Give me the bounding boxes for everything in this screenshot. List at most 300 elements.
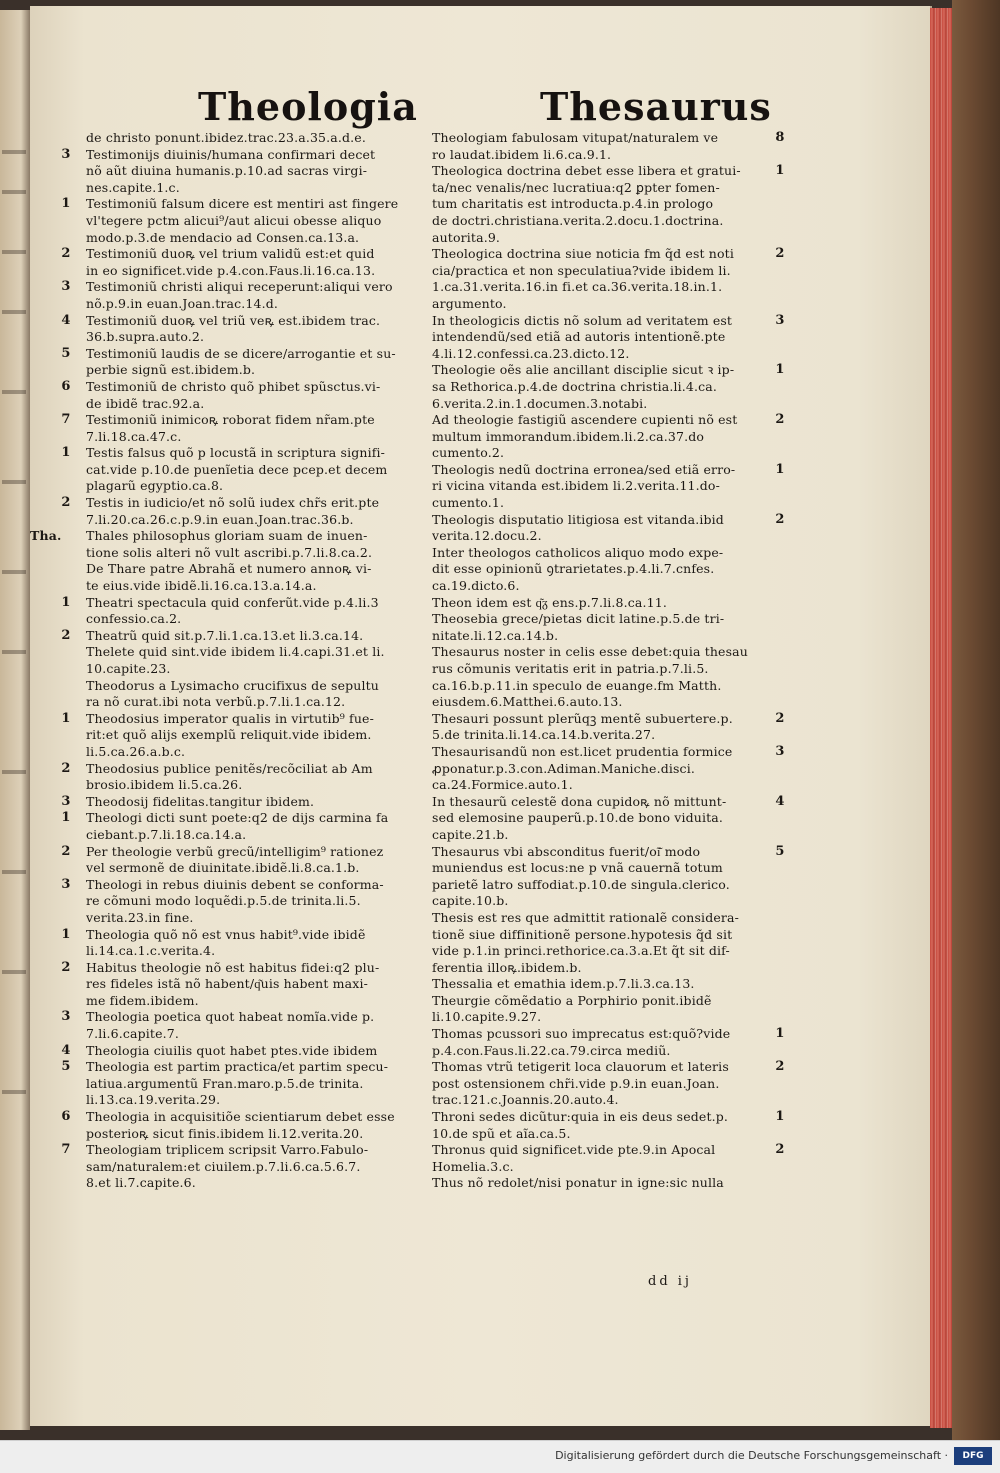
entry-text: ra nõ curat.ibi nota verbũ.p.7.li.1.ca.12. bbox=[86, 694, 346, 710]
index-line bbox=[61, 959, 422, 977]
entry-text: re cõmuni modo loquẽdi.p.5.de trinita.li.5. bbox=[86, 893, 361, 909]
index-line bbox=[432, 329, 772, 346]
entry-text: vl'tegere pctm alicui⁹/aut alicui obesse aliquo bbox=[86, 212, 382, 228]
index-line bbox=[432, 843, 785, 861]
entry-number: 5 bbox=[61, 345, 71, 361]
entry-text: 7.li.18.ca.47.c. bbox=[86, 428, 182, 444]
index-line bbox=[86, 263, 422, 280]
entry-text: li.5.ca.26.a.b.c. bbox=[86, 743, 186, 759]
index-line bbox=[61, 345, 422, 363]
entry-number: 1 bbox=[775, 362, 785, 378]
index-line bbox=[61, 710, 422, 728]
entry-text: cumento.1. bbox=[432, 495, 505, 511]
entry-number: 5 bbox=[775, 843, 785, 859]
index-line bbox=[61, 760, 422, 778]
index-line bbox=[86, 1159, 422, 1176]
index-line bbox=[432, 246, 785, 263]
entry-number: 7 bbox=[61, 412, 71, 428]
index-line bbox=[86, 1175, 422, 1192]
entry-number: 2 bbox=[775, 511, 785, 527]
index-line bbox=[432, 346, 772, 363]
entry-text: 5.de trinita.li.14.ca.14.b.verita.27. bbox=[432, 727, 656, 743]
entry-text: cat.vide p.10.de puenĩetia dece pcep.et decem bbox=[86, 461, 388, 477]
index-line bbox=[432, 1092, 772, 1109]
index-line bbox=[432, 1175, 772, 1192]
entry-text: Homelia.3.c. bbox=[432, 1158, 514, 1174]
entry-text: ro laudat.ibidem li.6.ca.9.1. bbox=[432, 146, 612, 162]
index-line bbox=[432, 196, 772, 213]
index-line bbox=[61, 378, 422, 396]
index-line bbox=[86, 661, 422, 678]
index-line bbox=[432, 1026, 785, 1043]
entry-text: sed elemosine pauperũ.p.10.de bono viduita. bbox=[432, 810, 724, 826]
index-line bbox=[432, 595, 772, 612]
index-line bbox=[86, 993, 422, 1010]
entry-text: ꝓponatur.p.3.con.Adiman.Maniche.disci. bbox=[432, 760, 695, 776]
entry-text: Testimoniũ de christo quõ phibet spũsctus.vi- bbox=[86, 378, 381, 394]
entry-text: perbie signũ est.ibidem.b. bbox=[86, 362, 256, 378]
entry-text: vide p.1.in princi.rethorice.ca.3.a.Et q̃t sit dif- bbox=[432, 943, 730, 959]
entry-text: li.14.ca.1.c.verita.4. bbox=[86, 943, 216, 959]
right-column bbox=[432, 130, 785, 1192]
index-line bbox=[86, 561, 422, 578]
index-line bbox=[86, 130, 422, 147]
index-line bbox=[432, 495, 772, 512]
index-line bbox=[61, 594, 422, 612]
entry-text: Theologia est partim practica/et partim specu- bbox=[86, 1059, 389, 1075]
entry-text: eiusdem.6.Matthei.6.auto.13. bbox=[432, 694, 623, 710]
index-line bbox=[432, 910, 772, 927]
entry-number: 1 bbox=[61, 926, 71, 942]
entry-text: Theodorus a Lysimacho crucifixus de sepultu bbox=[86, 677, 379, 693]
entry-number: 1 bbox=[61, 810, 71, 826]
entry-text: Thessalia et emathia idem.p.7.li.3.ca.13. bbox=[432, 976, 695, 992]
index-line bbox=[61, 1042, 422, 1060]
entry-text: brosio.ibidem li.5.ca.26. bbox=[86, 777, 243, 793]
index-line bbox=[432, 1142, 785, 1159]
entry-text: nõ aũt diuina humanis.p.10.ad sacras virgi- bbox=[86, 163, 368, 179]
entry-text: Thus nõ redolet/nisi ponatur in igne:sic nulla bbox=[432, 1175, 724, 1191]
index-line bbox=[432, 362, 785, 379]
entry-text: 7.li.6.capite.7. bbox=[86, 1026, 179, 1042]
entry-text: Theologica doctrina siue noticia fm q̃d est noti bbox=[432, 246, 735, 262]
entry-text: capite.10.b. bbox=[432, 893, 509, 909]
index-line bbox=[432, 644, 772, 661]
entry-number: 3 bbox=[61, 279, 71, 295]
index-line bbox=[432, 877, 772, 894]
index-line bbox=[432, 678, 772, 695]
entry-text: 8.et li.7.capite.6. bbox=[86, 1175, 196, 1191]
entry-text: 1.ca.31.verita.16.in fi.et ca.36.verita.18.in.1. bbox=[432, 279, 723, 295]
index-line bbox=[432, 312, 785, 330]
entry-text: Thesaurus noster in celis esse debet:quia thesau bbox=[432, 644, 748, 660]
entry-text: sam/naturalem:et ciuilem.p.7.li.6.ca.5.6.7. bbox=[86, 1158, 361, 1174]
entry-text: Testimoniũ duoꝶ vel trium validũ est:et quid bbox=[86, 246, 375, 262]
index-line bbox=[61, 926, 422, 944]
running-head-right: Thesaurus bbox=[540, 84, 772, 129]
index-line bbox=[86, 1126, 422, 1143]
entry-text: Thronus quid significet.vide pte.9.in Apocal bbox=[432, 1142, 716, 1158]
entry-number: 1 bbox=[775, 461, 785, 477]
entry-text: Testimoniũ laudis de se dicere/arrogantie et su- bbox=[86, 345, 396, 361]
entry-text: ciebant.p.7.li.18.ca.14.a. bbox=[86, 826, 247, 842]
index-line bbox=[432, 1109, 785, 1126]
entry-text: Testimoniũ falsum dicere est mentiri ast fingere bbox=[86, 196, 399, 212]
facing-page-edge bbox=[0, 10, 30, 1430]
entry-text: Theodosij fidelitas.tangitur ibidem. bbox=[86, 793, 315, 809]
index-line bbox=[61, 196, 422, 213]
entry-number: 2 bbox=[775, 1059, 785, 1075]
entry-text: ca.24.Formice.auto.1. bbox=[432, 777, 573, 793]
index-line bbox=[86, 1076, 422, 1093]
entry-number: 3 bbox=[775, 743, 785, 759]
index-line bbox=[432, 130, 785, 147]
index-line bbox=[86, 329, 422, 346]
entry-text: nõ.p.9.in euan.Joan.trac.14.d. bbox=[86, 295, 278, 311]
entry-number: 2 bbox=[61, 627, 71, 643]
entry-number: 6 bbox=[61, 378, 71, 394]
dfg-logo: DFG bbox=[954, 1447, 992, 1465]
index-line bbox=[30, 528, 422, 545]
entry-text: de ibidẽ trac.92.a. bbox=[86, 395, 205, 411]
entry-text: Theologica doctrina debet esse libera et gratui- bbox=[432, 163, 741, 179]
entry-text: In thesaurũ celestẽ dona cupidoꝶ nõ mittunt- bbox=[432, 793, 727, 809]
entry-text: Theologis nedũ doctrina erronea/sed etiã erro- bbox=[432, 461, 736, 477]
entry-text: Thomas vtrũ tetigerit loca clauorum et lateris bbox=[432, 1059, 729, 1075]
index-line bbox=[432, 429, 772, 446]
entry-text: latiua.argumentũ Fran.maro.p.5.de trinita. bbox=[86, 1075, 364, 1091]
entry-text: Thesis est res que admittit rationalẽ considera- bbox=[432, 909, 740, 925]
entry-number: 4 bbox=[61, 1042, 71, 1058]
index-line bbox=[86, 678, 422, 695]
index-line bbox=[432, 993, 772, 1010]
index-line bbox=[86, 545, 422, 562]
entry-number: 1 bbox=[775, 1026, 785, 1042]
index-line bbox=[432, 761, 772, 778]
index-line bbox=[86, 910, 422, 927]
entry-text: tione solis alteri nõ vult ascribi.p.7.li.8.ca.2. bbox=[86, 544, 373, 560]
entry-text: Theologia quõ nõ est vnus habit⁹.vide ibidẽ bbox=[86, 926, 366, 942]
entry-text: De Thare patre Abrahã et numero annoꝶ vi- bbox=[86, 561, 372, 577]
entry-number: 8 bbox=[775, 130, 785, 145]
entry-number: 7 bbox=[61, 1142, 71, 1158]
index-line bbox=[432, 694, 772, 711]
entry-text: tionẽ siue diffinitionẽ persone.hypotesis q̃d sit bbox=[432, 926, 733, 942]
entry-text: Per theologie verbũ grecũ/intelligim⁹ rationez bbox=[86, 843, 384, 859]
index-line bbox=[432, 213, 772, 230]
index-line bbox=[86, 860, 422, 877]
entry-text: tum charitatis est introducta.p.4.in prologo bbox=[432, 196, 714, 212]
index-line bbox=[86, 644, 422, 661]
entry-number: 1 bbox=[61, 445, 71, 461]
index-line bbox=[432, 827, 772, 844]
entry-number: 2 bbox=[775, 246, 785, 262]
entry-text: 6.verita.2.in.1.documen.3.notabi. bbox=[432, 395, 648, 411]
index-line bbox=[432, 1126, 772, 1143]
entry-text: Testimoniũ christi aliqui receperunt:aliqui vero bbox=[86, 279, 393, 295]
entry-number: 1 bbox=[775, 163, 785, 179]
index-line bbox=[432, 1043, 772, 1060]
entry-text: parietẽ latro suffodiat.p.10.de singula.clerico. bbox=[432, 876, 730, 892]
index-line bbox=[432, 1059, 785, 1076]
index-line bbox=[432, 743, 785, 761]
entry-number: 1 bbox=[61, 710, 71, 726]
entry-text: nes.capite.1.c. bbox=[86, 179, 180, 195]
entry-text: Ad theologie fastigiũ ascendere cupienti nõ est bbox=[432, 412, 738, 428]
index-line bbox=[61, 810, 422, 827]
index-line bbox=[86, 777, 422, 794]
entry-text: de christo ponunt.ibidez.trac.23.a.35.a.d.e. bbox=[86, 130, 366, 145]
index-line bbox=[432, 230, 772, 247]
index-line bbox=[432, 810, 772, 827]
entry-text: sa Rethorica.p.4.de doctrina christia.li.4.ca. bbox=[432, 378, 718, 394]
index-line bbox=[432, 412, 785, 429]
index-line bbox=[432, 296, 772, 313]
entry-number: 2 bbox=[775, 710, 785, 726]
index-line bbox=[432, 528, 772, 545]
index-line bbox=[61, 279, 422, 296]
index-line bbox=[432, 461, 785, 479]
index-line bbox=[432, 661, 772, 678]
index-line bbox=[432, 611, 772, 628]
red-page-edges bbox=[930, 8, 952, 1428]
entry-text: nitate.li.12.ca.14.b. bbox=[432, 627, 559, 643]
entry-text: modo.p.3.de mendacio ad Consen.ca.13.a. bbox=[86, 229, 360, 245]
left-column bbox=[30, 130, 422, 1192]
index-line bbox=[86, 611, 422, 628]
leather-binding bbox=[952, 0, 1000, 1440]
entry-text: 7.li.20.ca.26.c.p.9.in euan.Joan.trac.36.b. bbox=[86, 511, 354, 527]
entry-text: 4.li.12.confessi.ca.23.dicto.12. bbox=[432, 345, 630, 361]
index-line bbox=[86, 230, 422, 247]
index-line bbox=[432, 561, 772, 578]
index-line bbox=[432, 445, 772, 462]
entry-number: 1 bbox=[61, 196, 71, 212]
entry-text: confessio.ca.2. bbox=[86, 611, 182, 627]
index-line bbox=[61, 312, 422, 330]
index-line bbox=[432, 976, 772, 993]
entry-text: ta/nec venalis/nec lucratiua:q2 ꝑpter fomen- bbox=[432, 179, 720, 195]
entry-text: rit:et quõ alijs exemplũ reliquit.vide ibidem. bbox=[86, 727, 372, 743]
index-line bbox=[61, 445, 422, 462]
entry-text: Theurgie cõmẽdatio a Porphirio ponit.ibidẽ bbox=[432, 992, 712, 1008]
index-line bbox=[86, 296, 422, 313]
entry-text: vel sermonẽ de diuinitate.ibidẽ.li.8.ca.1.b. bbox=[86, 860, 360, 876]
index-line bbox=[86, 213, 422, 230]
index-line bbox=[86, 578, 422, 595]
index-line bbox=[86, 163, 422, 180]
entry-text: li.13.ca.19.verita.29. bbox=[86, 1092, 221, 1108]
entry-number: 3 bbox=[61, 146, 71, 162]
entry-text: Theologia in acquisitiõe scientiarum debet esse bbox=[86, 1109, 395, 1125]
entry-text: me fidem.ibidem. bbox=[86, 992, 199, 1008]
index-line bbox=[432, 263, 772, 280]
index-line bbox=[432, 860, 772, 877]
entry-text: Testis in iudicio/et nõ solũ iudex chr̃s erit.pte bbox=[86, 495, 380, 511]
index-line bbox=[432, 1076, 772, 1093]
entry-text: posterioꝶ sicut finis.ibidem li.12.verita.20. bbox=[86, 1125, 364, 1141]
entry-text: ca.19.dicto.6. bbox=[432, 578, 520, 594]
index-line bbox=[86, 744, 422, 761]
index-line bbox=[432, 777, 772, 794]
index-line bbox=[86, 827, 422, 844]
entry-number: 3 bbox=[61, 1009, 71, 1025]
index-line bbox=[86, 976, 422, 993]
entry-number: 5 bbox=[61, 1059, 71, 1075]
entry-text: te eius.vide ibidẽ.li.16.ca.13.a.14.a. bbox=[86, 578, 317, 594]
entry-text: post ostensionem chr̃i.vide p.9.in euan.Joan. bbox=[432, 1075, 720, 1091]
entry-text: argumento. bbox=[432, 295, 507, 311]
index-line bbox=[432, 1009, 772, 1026]
index-line bbox=[432, 1159, 772, 1176]
index-line bbox=[86, 429, 422, 446]
index-line bbox=[432, 727, 772, 744]
index-line bbox=[432, 147, 772, 164]
entry-number: 4 bbox=[61, 312, 71, 328]
index-line bbox=[432, 511, 785, 529]
index-line bbox=[432, 710, 785, 728]
index-line bbox=[61, 412, 422, 429]
index-line bbox=[86, 512, 422, 529]
entry-number: 2 bbox=[61, 760, 71, 776]
entry-text: verita.23.in fine. bbox=[86, 909, 194, 925]
index-line bbox=[86, 462, 422, 479]
index-line bbox=[61, 627, 422, 645]
entry-text: cumento.2. bbox=[432, 445, 505, 461]
entry-text: cia/practica et non speculatiua?vide ibidem li. bbox=[432, 262, 731, 278]
index-line bbox=[86, 694, 422, 711]
entry-text: Thesauri possunt plerũqꝫ mentẽ subuertere.p. bbox=[432, 710, 733, 726]
entry-text: Theologis disputatio litigiosa est vitanda.ibid bbox=[432, 511, 724, 527]
entry-number: 3 bbox=[775, 312, 785, 328]
entry-text: dit esse opinionũ ꝯtrarietates.p.4.li.7.cnfes. bbox=[432, 561, 715, 577]
entry-text: Habitus theologie nõ est habitus fidei:q2 plu- bbox=[86, 959, 380, 975]
index-line bbox=[61, 793, 422, 811]
entry-text: Theologi dicti sunt poete:q2 de dijs carmina fa bbox=[86, 810, 389, 826]
entry-text: Theologiam fabulosam vitupat/naturalem ve bbox=[432, 130, 719, 145]
index-line bbox=[86, 396, 422, 413]
index-line bbox=[86, 943, 422, 960]
entry-text: Theatrũ quid sit.p.7.li.1.ca.13.et li.3.ca.14. bbox=[86, 627, 364, 643]
entry-text: Thomas pcussori suo imprecatus est:quõ?vide bbox=[432, 1026, 731, 1042]
index-line bbox=[432, 793, 785, 811]
entry-text: Theologi in rebus diuinis debent se conforma- bbox=[86, 876, 384, 892]
entry-text: ri vicina vitanda est.ibidem li.2.verita.11.do- bbox=[432, 478, 720, 494]
entry-text: 10.de spũ et aĩa.ca.5. bbox=[432, 1125, 571, 1141]
entry-text: Thelete quid sint.vide ibidem li.4.capi.31.et li. bbox=[86, 644, 385, 660]
entry-text: Testis falsus quõ p locustã in scriptura signifi- bbox=[86, 445, 386, 461]
entry-text: trac.121.c.Joannis.20.auto.4. bbox=[432, 1092, 619, 1108]
entry-text: Inter theologos catholicos aliquo modo expe- bbox=[432, 544, 724, 560]
entry-text: Theon idem est q͂ᵹ ens.p.7.li.8.ca.11. bbox=[432, 594, 667, 610]
entry-text: Theologia poetica quot habeat nomĩa.vide p. bbox=[86, 1009, 375, 1025]
entry-text: Testimoniũ inimicoꝶ roborat fidem nr̃am.pte bbox=[86, 412, 375, 428]
entry-text: Thesaurus vbi absconditus fuerit/oĩ͂ modo bbox=[432, 843, 701, 859]
entry-text: Theodosius publice penitẽs/recõciliat ab Am bbox=[86, 760, 373, 776]
entry-number: 2 bbox=[61, 843, 71, 859]
footer-credit: Digitalisierung gefördert durch die Deutsche Forschungsgemeinschaft · bbox=[555, 1449, 948, 1462]
index-line bbox=[86, 1026, 422, 1043]
entry-text: rus cõmunis veritatis erit in patria.p.7.li.5. bbox=[432, 661, 709, 676]
index-line bbox=[86, 478, 422, 495]
entry-number: 3 bbox=[61, 876, 71, 892]
index-line bbox=[61, 1142, 422, 1159]
index-line bbox=[432, 927, 772, 944]
index-line bbox=[86, 362, 422, 379]
index-line bbox=[432, 628, 772, 645]
index-line bbox=[86, 727, 422, 744]
entry-text: Testimonijs diuinis/humana confirmari decet bbox=[86, 146, 376, 162]
index-line bbox=[61, 146, 422, 164]
entry-number: 1 bbox=[775, 1109, 785, 1125]
entry-text: Thesaurisandũ non est.licet prudentia formice bbox=[432, 743, 733, 759]
index-line bbox=[432, 478, 772, 495]
index-line bbox=[432, 545, 772, 562]
entry-text: 36.b.supra.auto.2. bbox=[86, 329, 205, 345]
index-line bbox=[86, 893, 422, 910]
entry-text: ferentia illoꝶ.ibidem.b. bbox=[432, 959, 582, 975]
index-line bbox=[432, 578, 772, 595]
entry-number: 2 bbox=[61, 495, 71, 511]
index-line bbox=[61, 246, 422, 263]
entry-text: plagarũ egyptio.ca.8. bbox=[86, 478, 224, 494]
entry-text: de doctri.christiana.verita.2.docu.1.doctrina. bbox=[432, 212, 724, 228]
entry-text: li.10.capite.9.27. bbox=[432, 1009, 542, 1025]
entry-number: 2 bbox=[61, 246, 71, 262]
entry-text: Theatri spectacula quid conferũt.vide p.4.li.3 bbox=[86, 594, 379, 610]
entry-text: in eo significet.vide p.4.con.Faus.li.16.ca.13. bbox=[86, 262, 376, 278]
entry-number: 3 bbox=[61, 793, 71, 809]
entry-text: autorita.9. bbox=[432, 229, 501, 245]
entry-text: Theologiam triplicem scripsit Varro.Fabulo- bbox=[86, 1142, 369, 1158]
entry-text: 10.capite.23. bbox=[86, 661, 171, 676]
index-line bbox=[432, 379, 772, 396]
entry-text: Theodosius imperator qualis in virtutib⁹ fue- bbox=[86, 710, 374, 726]
index-line bbox=[86, 180, 422, 197]
index-line bbox=[432, 279, 772, 296]
entry-number: 2 bbox=[775, 412, 785, 428]
entry-number: 4 bbox=[775, 793, 785, 809]
entry-text: Theosebia grece/pietas dicit latine.p.5.de tri- bbox=[432, 611, 725, 627]
entry-number: 2 bbox=[61, 959, 71, 975]
index-line bbox=[432, 180, 772, 197]
entry-text: Thales philosophus gloriam suam de inuen- bbox=[86, 528, 368, 544]
margin-label: Tha. bbox=[30, 528, 62, 544]
entry-number: 2 bbox=[775, 1142, 785, 1158]
index-line bbox=[432, 960, 772, 977]
entry-text: verita.12.docu.2. bbox=[432, 528, 542, 544]
entry-text: In theologicis dictis nõ solum ad veritatem est bbox=[432, 312, 733, 328]
entry-text: Testimoniũ duoꝶ vel triũ veꝶ est.ibidem trac. bbox=[86, 312, 381, 328]
index-line bbox=[432, 396, 772, 413]
entry-text: Theologie oẽs alie ancillant disciplie sicut ꝛ ip- bbox=[432, 362, 735, 378]
index-line bbox=[61, 495, 422, 512]
entry-number: 1 bbox=[61, 594, 71, 610]
index-line bbox=[432, 893, 772, 910]
index-line bbox=[61, 1009, 422, 1026]
index-line bbox=[432, 943, 772, 960]
entry-text: ca.16.b.p.11.in speculo de euange.fm Matth. bbox=[432, 677, 722, 693]
entry-text: p.4.con.Faus.li.22.ca.79.circa mediũ. bbox=[432, 1042, 671, 1058]
entry-text: Throni sedes dicũtur:quia in eis deus sedet.p. bbox=[432, 1109, 729, 1125]
index-line bbox=[432, 163, 785, 180]
index-line bbox=[61, 876, 422, 894]
signature-mark: dd ij bbox=[648, 1274, 692, 1289]
footer-bar bbox=[0, 1440, 1000, 1473]
entry-text: res fideles istã nõ habent/q͂uis habent maxi- bbox=[86, 976, 368, 992]
entry-text: intendendũ/sed etiã ad autoris intentionẽ.pte bbox=[432, 329, 726, 345]
entry-text: Theologia ciuilis quot habet ptes.vide ibidem bbox=[86, 1042, 378, 1058]
